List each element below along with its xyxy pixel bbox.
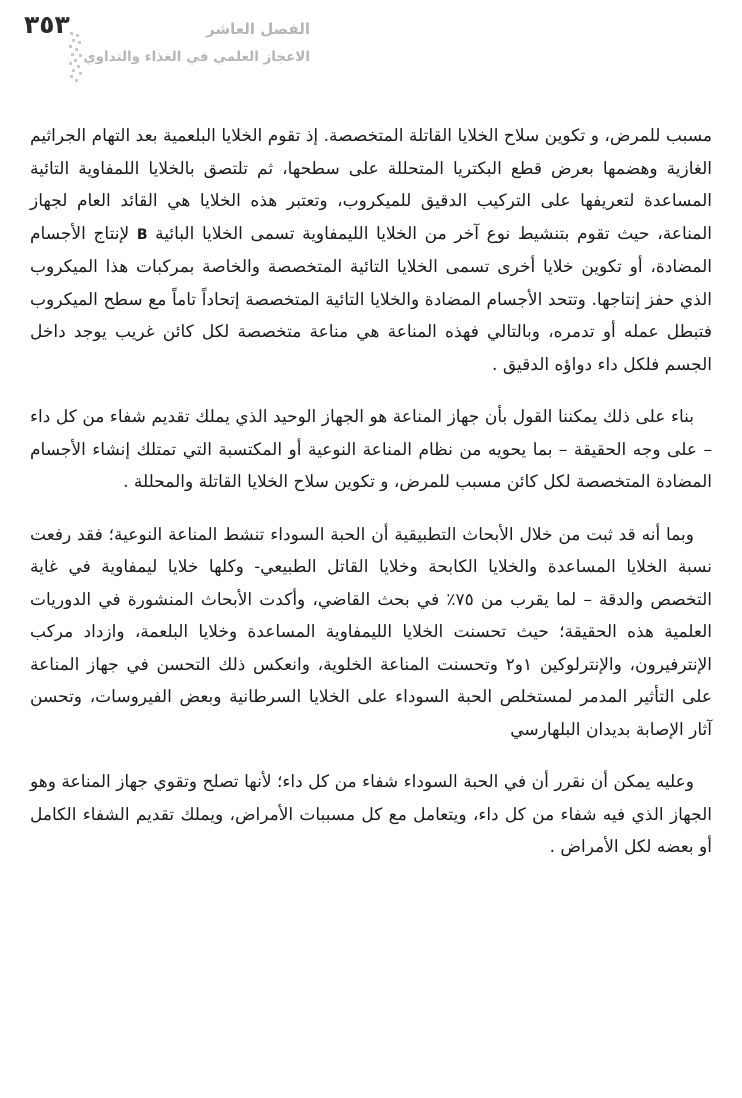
- header-ornament-icon: [68, 30, 84, 86]
- book-title: الاعجاز العلمي في الغذاء والتداوي: [83, 49, 310, 65]
- running-head: [83, 18, 310, 70]
- paragraph-2: بناء على ذلك يمكننا القول بأن جهاز المناعة هو الجهاز الوحيد الذي يملك تقديم شفاء من كل داء – على وجه الحقيقة – بما يحويه من نظام المناعة النوعية أو المكتسبة التي تمتلك إنشاء الأجسام المضادة المتخصصة لكل كائن مسبب للمرض، و تكوين سلاح الخلايا القاتلة والمحللة .: [30, 407, 712, 492]
- chapter-title: الفصل العاشر: [206, 20, 310, 38]
- paragraph-3: وبما أنه قد ثبت من خلال الأبحاث التطبيقية أن الحبة السوداء تنشط المناعة النوعية؛ فقد رفعت نسبة الخلايا المساعدة والخلايا الكابحة وخلايا القاتل الطبيعي- وكلها خلايا ليمفاوية في غاية التخصص والدقة – لما يقرب من ٧٥٪ في بحث القاضي، وأكدت الأبحاث المنشورة في الدوريات العلمية هذه الحقيقة؛ حيث تحسنت الخلايا الليمفاوية المساعدة وخلايا البلعمة، وازداد مركب الإنترفيرون، والإنترلوكين ١و٢ وتحسنت المناعة الخلوية، وانعكس ذلك التحسن في جهاز المناعة على التأثير المدمر لمستخلص الحبة السوداء على الخلايا السرطانية وبعض الفيروسات، وتحسن آثار الإصابة بديدان البلهارسي: [30, 524, 713, 740]
- paragraph-1: [30, 120, 712, 381]
- page-body: [30, 120, 712, 884]
- paragraph-1-text-a: مسبب للمرض، و تكوين سلاح الخلايا القاتلة المتخصصة. إذ تقوم الخلايا البلعمية بعد التهام الجراثيم الغازية وهضمها بعرض قطع البكتريا المتحللة على سطحها، ثم تلتصق بالخلايا اللمفاوية التائية المساعدة لتعريفها على التركيب الدقيق للميكروب، وتعتبر هذه الخلايا هي القائد العام لجهاز المناعة، حيث تقوم بتنشيط نوع آخر من الخلايا الليمفاوية تسمى الخلايا البائية: [30, 126, 712, 244]
- page-number: ٣٥٣: [24, 10, 70, 39]
- paragraph-4: وعليه يمكن أن نقرر أن في الحبة السوداء شفاء من كل داء؛ لأنها تصلح وتقوي جهاز المناعة وهو الجهاز الذي فيه شفاء من كل داء، ويتعامل مع كل مسببات الأمراض، ويملك تقديم الشفاء الكامل أو بعضه لكل الأمراض .: [30, 772, 712, 857]
- b-cell-letter: B: [136, 226, 148, 243]
- paragraph-1-text-b: لإنتاج الأجسام المضادة، أو تكوين خلايا أخرى تسمى الخلايا التائية المتخصصة والخاصة بمركبات هذا الميكروب الذي حفز إنتاجها. وتتحد الأجسام المضادة والخلايا التائية المتخصصة إتحاداً تاماً مع سطح الميكروب فتبطل عمله أو تدمره، وبالتالي فهذه المناعة هي مناعة متخصصة لكل كائن غريب يوجد داخل الجسم فلكل داء دواؤه الدقيق .: [30, 223, 712, 375]
